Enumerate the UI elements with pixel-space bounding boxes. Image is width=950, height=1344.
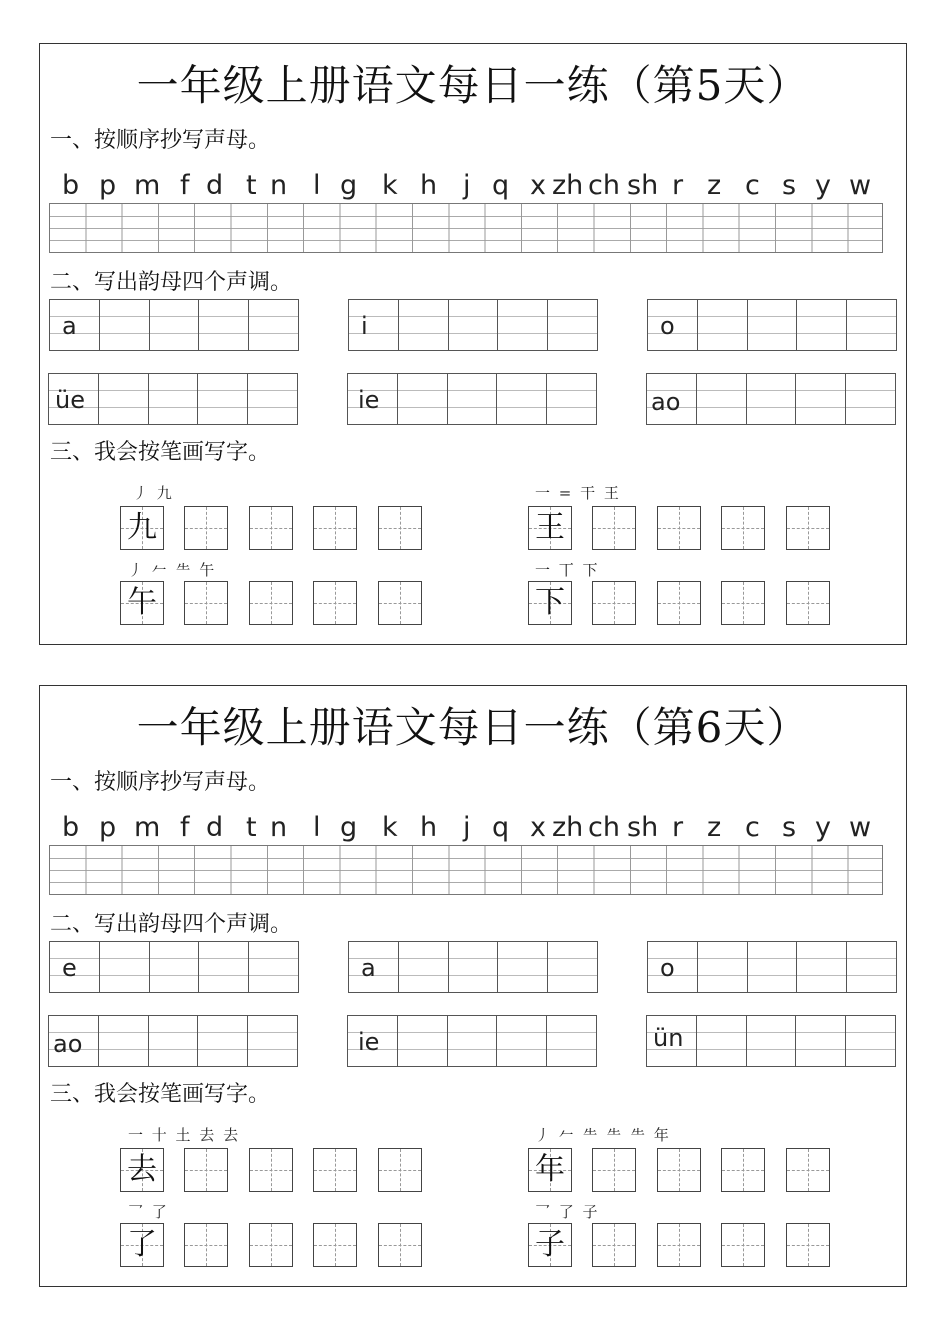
model-char: 了 <box>127 1227 157 1262</box>
initial-letter: y <box>815 812 831 843</box>
stroke-order-text: 乛 了 <box>128 1203 169 1221</box>
vowel-label: o <box>660 954 675 982</box>
tone-write-cell[interactable] <box>398 941 449 993</box>
vowel-label: ie <box>358 1028 380 1056</box>
practice-box[interactable] <box>249 1223 293 1267</box>
tone-row <box>48 373 298 425</box>
practice-box[interactable] <box>249 1148 293 1192</box>
model-char-box <box>120 1223 164 1267</box>
practice-box[interactable] <box>786 1148 830 1192</box>
initials-row <box>48 168 888 204</box>
practice-box[interactable] <box>313 1148 357 1192</box>
initial-letter: j <box>463 812 471 843</box>
tone-write-cell[interactable] <box>447 373 498 425</box>
practice-box[interactable] <box>786 506 830 550</box>
worksheet-day6 <box>39 685 907 1287</box>
tone-write-cell[interactable] <box>747 299 798 351</box>
tone-write-cell[interactable] <box>845 1015 896 1067</box>
stroke-order-text: 丿 𠂉 ⺧ ⺧ ⺧ 年 <box>535 1126 671 1144</box>
tone-label-cell <box>347 1015 398 1067</box>
initial-letter: k <box>382 170 398 201</box>
tone-row <box>646 373 896 425</box>
model-char-box <box>120 581 164 625</box>
practice-box[interactable] <box>313 506 357 550</box>
tone-label-cell <box>646 1015 697 1067</box>
tone-row <box>48 1015 298 1067</box>
tone-write-cell[interactable] <box>397 373 448 425</box>
initial-letter: g <box>340 812 358 843</box>
tone-label-cell <box>348 941 399 993</box>
tone-write-cell[interactable] <box>248 941 299 993</box>
initial-letter: s <box>782 812 797 843</box>
initial-letter: n <box>270 812 288 843</box>
practice-box[interactable] <box>721 506 765 550</box>
tone-write-cell[interactable] <box>746 373 797 425</box>
tone-write-cell[interactable] <box>198 941 249 993</box>
initial-letter: zh <box>552 812 584 843</box>
section-heading-strokes: 三、我会按笔画写字。 <box>50 440 271 465</box>
initial-letter: r <box>672 170 684 201</box>
initial-letter: m <box>134 812 161 843</box>
tone-write-cell[interactable] <box>398 299 449 351</box>
practice-box[interactable] <box>378 581 422 625</box>
initial-letter: sh <box>627 812 659 843</box>
model-char-box <box>120 506 164 550</box>
tone-write-cell[interactable] <box>697 299 748 351</box>
tone-write-cell[interactable] <box>98 1015 149 1067</box>
practice-box[interactable] <box>378 1223 422 1267</box>
practice-box[interactable] <box>592 581 636 625</box>
practice-box[interactable] <box>721 1148 765 1192</box>
initial-letter: c <box>745 812 760 843</box>
initial-letter: g <box>340 170 358 201</box>
tone-write-cell[interactable] <box>846 299 897 351</box>
tone-row <box>647 941 897 993</box>
worksheet-day5 <box>39 43 907 645</box>
initial-letter: w <box>849 812 872 843</box>
section-heading-initials: 一、按顺序抄写声母。 <box>50 128 271 153</box>
practice-box[interactable] <box>378 506 422 550</box>
section-heading-tones: 二、写出韵母四个声调。 <box>50 270 293 295</box>
initials-writing-grid[interactable] <box>49 203 883 253</box>
stroke-order-text: 一 丅 下 <box>535 561 600 579</box>
model-char: 子 <box>535 1227 565 1262</box>
practice-box[interactable] <box>249 506 293 550</box>
tone-write-cell[interactable] <box>547 941 598 993</box>
stroke-order-text: 一 = 干 王 <box>535 484 621 502</box>
practice-box[interactable] <box>657 506 701 550</box>
tone-write-cell[interactable] <box>547 299 598 351</box>
section-heading-initials: 一、按顺序抄写声母。 <box>50 770 271 795</box>
model-char: 去 <box>127 1152 157 1187</box>
model-char-box <box>120 1148 164 1192</box>
stroke-order-text: 乛 了 子 <box>535 1203 600 1221</box>
initials-row <box>48 810 888 846</box>
tone-label-cell <box>348 299 399 351</box>
initial-letter: p <box>99 812 117 843</box>
vowel-label: ie <box>358 386 380 414</box>
tone-row <box>347 1015 597 1067</box>
tone-label-cell <box>647 299 698 351</box>
vowel-label: üe <box>55 386 85 414</box>
tone-write-cell[interactable] <box>795 1015 846 1067</box>
practice-box[interactable] <box>786 581 830 625</box>
initial-letter: z <box>707 170 722 201</box>
tone-write-cell[interactable] <box>796 941 847 993</box>
tone-label-cell <box>647 941 698 993</box>
initial-letter: b <box>62 812 80 843</box>
model-char: 午 <box>127 585 157 620</box>
practice-box[interactable] <box>184 1148 228 1192</box>
vowel-label: a <box>361 954 376 982</box>
practice-box[interactable] <box>721 1223 765 1267</box>
initial-letter: j <box>463 170 471 201</box>
practice-box[interactable] <box>592 1223 636 1267</box>
model-char: 九 <box>127 510 157 545</box>
tone-write-cell[interactable] <box>496 373 547 425</box>
tone-row <box>49 299 299 351</box>
practice-box[interactable] <box>657 1223 701 1267</box>
initial-letter: f <box>180 170 190 201</box>
tone-write-cell[interactable] <box>98 373 149 425</box>
tone-write-cell[interactable] <box>497 941 548 993</box>
initial-letter: ch <box>588 170 620 201</box>
tone-write-cell[interactable] <box>796 299 847 351</box>
practice-box[interactable] <box>786 1223 830 1267</box>
practice-box[interactable] <box>313 581 357 625</box>
tone-write-cell[interactable] <box>546 1015 597 1067</box>
tone-write-cell[interactable] <box>149 299 200 351</box>
practice-box[interactable] <box>721 581 765 625</box>
tone-write-cell[interactable] <box>746 1015 797 1067</box>
page-title: 一年级上册语文每日一练（第6天） <box>136 703 810 752</box>
tone-label-cell <box>347 373 398 425</box>
vowel-label: ao <box>53 1030 83 1058</box>
initial-letter: k <box>382 812 398 843</box>
initial-letter: l <box>313 170 321 201</box>
initial-letter: y <box>815 170 831 201</box>
initial-letter: p <box>99 170 117 201</box>
initial-letter: x <box>530 812 546 843</box>
practice-box[interactable] <box>184 1223 228 1267</box>
model-char-box <box>528 1148 572 1192</box>
tone-write-cell[interactable] <box>696 373 747 425</box>
model-char-box <box>528 1223 572 1267</box>
tone-label-cell <box>49 941 100 993</box>
tone-row <box>348 299 598 351</box>
tone-row <box>348 941 598 993</box>
practice-box[interactable] <box>657 581 701 625</box>
tone-label-cell <box>49 299 100 351</box>
vowel-label: e <box>62 954 77 982</box>
tone-write-cell[interactable] <box>99 299 150 351</box>
initial-letter: w <box>849 170 872 201</box>
tone-row <box>647 299 897 351</box>
stroke-order-text: 一 十 土 去 去 <box>128 1126 241 1144</box>
tone-row <box>347 373 597 425</box>
initial-letter: t <box>246 170 257 201</box>
stroke-order-text: 丿 九 <box>133 484 174 502</box>
tone-write-cell[interactable] <box>697 941 748 993</box>
practice-box[interactable] <box>592 1148 636 1192</box>
initials-writing-grid[interactable] <box>49 845 883 895</box>
practice-box[interactable] <box>184 581 228 625</box>
initial-letter: t <box>246 812 257 843</box>
tone-write-cell[interactable] <box>149 941 200 993</box>
initial-letter: zh <box>552 170 584 201</box>
tone-write-cell[interactable] <box>247 373 298 425</box>
tone-write-cell[interactable] <box>447 1015 498 1067</box>
stroke-order-text: 丿 𠂉 ⺧ 午 <box>128 561 217 579</box>
tone-label-cell <box>48 1015 99 1067</box>
tone-write-cell[interactable] <box>248 299 299 351</box>
initial-letter: d <box>206 812 224 843</box>
tone-write-cell[interactable] <box>845 373 896 425</box>
initial-letter: q <box>492 812 510 843</box>
tone-write-cell[interactable] <box>696 1015 747 1067</box>
tone-write-cell[interactable] <box>546 373 597 425</box>
initial-letter: s <box>782 170 797 201</box>
tone-write-cell[interactable] <box>795 373 846 425</box>
vowel-label: o <box>660 312 675 340</box>
tone-write-cell[interactable] <box>747 941 798 993</box>
initial-letter: z <box>707 812 722 843</box>
initial-letter: c <box>745 170 760 201</box>
tone-write-cell[interactable] <box>148 1015 199 1067</box>
practice-box[interactable] <box>184 506 228 550</box>
model-char-box <box>528 581 572 625</box>
practice-box[interactable] <box>378 1148 422 1192</box>
tone-write-cell[interactable] <box>496 1015 547 1067</box>
tone-write-cell[interactable] <box>197 1015 248 1067</box>
section-heading-strokes: 三、我会按笔画写字。 <box>50 1082 271 1107</box>
tone-write-cell[interactable] <box>497 299 548 351</box>
tone-label-cell <box>646 373 697 425</box>
tone-write-cell[interactable] <box>148 373 199 425</box>
vowel-label: a <box>62 312 77 340</box>
model-char: 王 <box>535 510 565 545</box>
initial-letter: m <box>134 170 161 201</box>
initial-letter: sh <box>627 170 659 201</box>
initial-letter: h <box>420 812 438 843</box>
tone-write-cell[interactable] <box>99 941 150 993</box>
initial-letter: f <box>180 812 190 843</box>
practice-box[interactable] <box>592 506 636 550</box>
tone-label-cell <box>48 373 99 425</box>
page-title: 一年级上册语文每日一练（第5天） <box>136 61 810 110</box>
vowel-label: ao <box>651 388 681 416</box>
model-char-box <box>528 506 572 550</box>
tone-row <box>49 941 299 993</box>
vowel-label: i <box>361 312 368 340</box>
initial-letter: l <box>313 812 321 843</box>
initial-letter: n <box>270 170 288 201</box>
vowel-label: ün <box>653 1024 684 1052</box>
initial-letter: ch <box>588 812 620 843</box>
practice-box[interactable] <box>313 1223 357 1267</box>
tone-write-cell[interactable] <box>448 941 499 993</box>
initial-letter: q <box>492 170 510 201</box>
tone-write-cell[interactable] <box>846 941 897 993</box>
practice-box[interactable] <box>657 1148 701 1192</box>
initial-letter: r <box>672 812 684 843</box>
practice-box[interactable] <box>249 581 293 625</box>
tone-write-cell[interactable] <box>197 373 248 425</box>
tone-write-cell[interactable] <box>448 299 499 351</box>
tone-write-cell[interactable] <box>247 1015 298 1067</box>
initial-letter: d <box>206 170 224 201</box>
initial-letter: b <box>62 170 80 201</box>
tone-write-cell[interactable] <box>397 1015 448 1067</box>
initial-letter: h <box>420 170 438 201</box>
model-char: 下 <box>535 585 565 620</box>
tone-row <box>646 1015 896 1067</box>
model-char: 年 <box>535 1152 565 1187</box>
section-heading-tones: 二、写出韵母四个声调。 <box>50 912 293 937</box>
initial-letter: x <box>530 170 546 201</box>
tone-write-cell[interactable] <box>198 299 249 351</box>
